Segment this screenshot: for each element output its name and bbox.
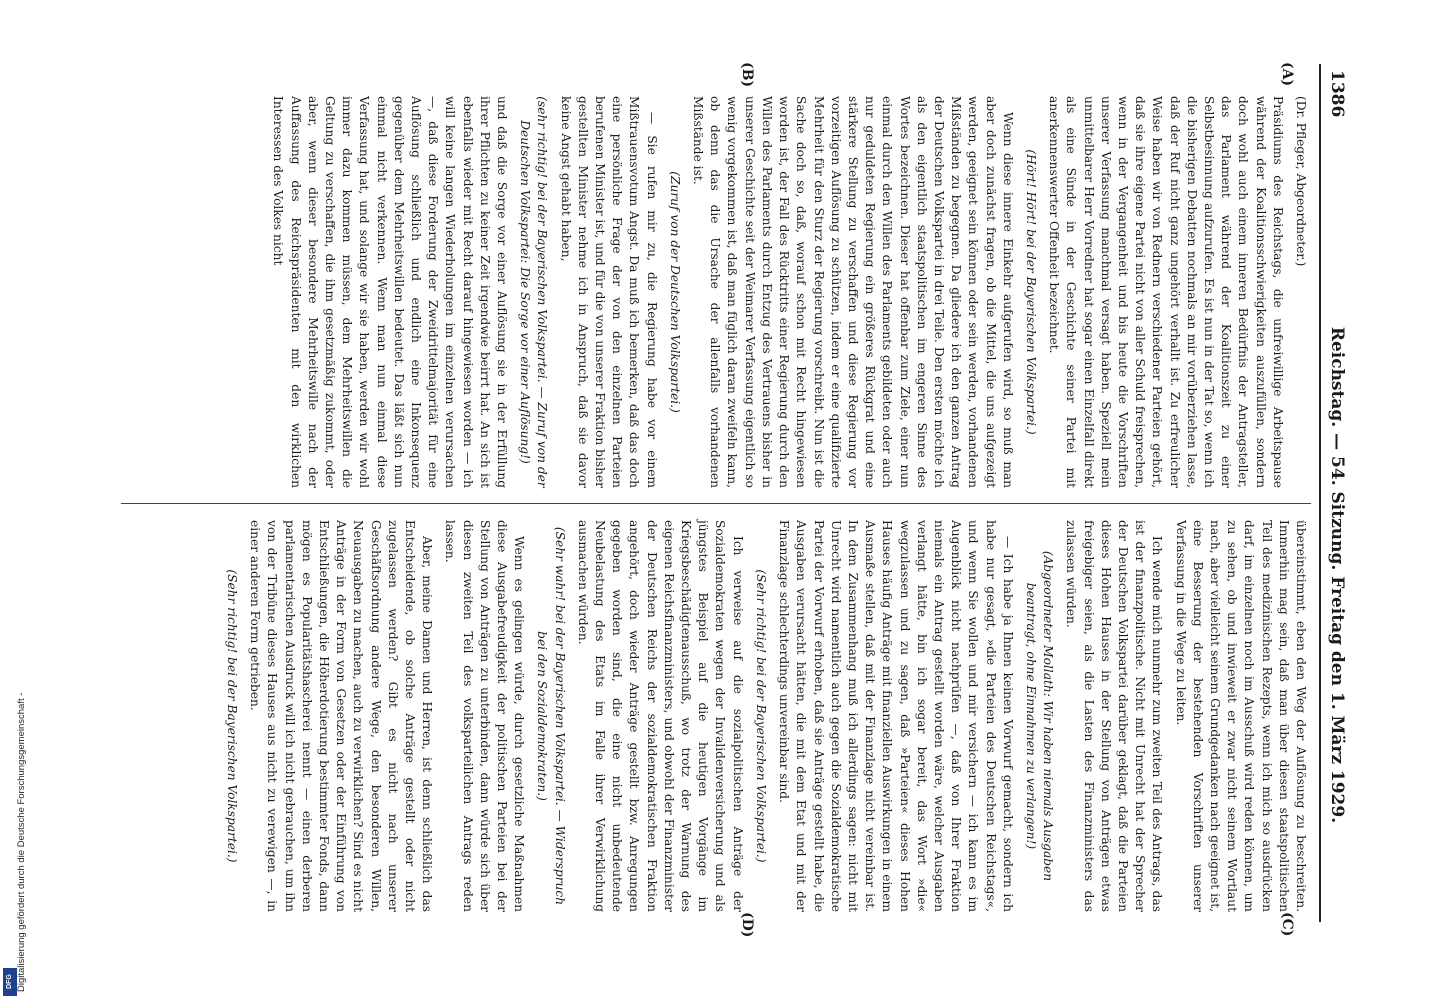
- interjection: (Zuruf von der Deutschen Volkspartei.): [667, 171, 682, 413]
- interjection: (Sehr richtig! bei der Bayerischen Volkspartei.): [225, 569, 240, 863]
- interjection: (Sehr richtig! bei der Bayerischen Volkspartei.): [753, 569, 768, 863]
- speaker-line: (Dr. Pfleger, Abgeordneter.): [1294, 96, 1308, 267]
- digitization-credit-strip: [0, 0, 27, 1000]
- paragraph: Ich wende mich nunmehr zum zweiten Teil des Antrags, das ist der finanzpolitische. Nicht mit Unrecht hat der Sprecher der Deutschen Volkspartei darüber geklagt, daß die Parteien dieses Hohen Hauses in der Stellung von Anträgen etwas freigebiger seien, als die Lasten des Finanzministers das zulassen würden.: [1064, 520, 1165, 912]
- dfg-logo: DFG: [3, 968, 17, 996]
- document-page: [110, 0, 1355, 1000]
- interjection: (Hört! Hört! bei der Bayerischen Volkspartei.): [1023, 149, 1038, 435]
- digitization-credit: Digitalisierung gefördert durch die Deutsche Forschungsgemeinschaft -: [16, 692, 27, 992]
- margin-letter-b: (B): [739, 62, 755, 88]
- page-header: [1321, 70, 1347, 910]
- paragraph: übereinstimmt, eben den Weg der Auflösung zu beschreiten. Immerhin mag sein, daß man über diesen staatspolitischen Teil des medizinischen Rezepts, wenn ich mich so ausdrücken darf, im einzelnen noch im Ausschuß wird reden können, um zu sehen, ob und inwieweit er zwar nicht seinem Wortlaut nach, aber vielleicht seinem Grundgedanken nach geeignet ist, eine Besserung der bestehenden Vorschriften unserer Verfassung in die Wege zu leiten.: [1173, 520, 1308, 912]
- paragraph: Wenn diese innere Einkehr aufgerufen wird, so muß man aber doch zunächst fragen, ob die Mittel, die uns aufgezeigt werden, geeignet sein können oder sein werden, vorhandenen Mißständen zu begegnen. Da gliedere ich den ganzen Antrag der Deutschen Volkspartei in drei Teile. Den ersten möchte ich als den eigentlich staatspolitischen im engeren Sinne des Wortes bezeichnen. Dieser hat offenbar zum Ziele, einer nun einmal durch den Willen des Parlaments gebildeten oder auch nur geduldeten Regierung ein größeres Rückgrat und eine stärkere Stellung zu verschaffen und diese Regierung vor vorzeitigen Auflösung zu schützen, indem er eine qualifizierte Mehrheit für den Sturz der Regierung vorschreibt. Nun ist die Sache doch so, daß, worauf schon mit Recht hingewiesen worden ist, der Fall des Rücktritts einer Regierung durch den Willen des Parlaments durch Entzug des Vertrauens bisher in unserer Geschichte seit der Weimarer Verfassung eigentlich so wenig vorgekommen ist, daß man füglich daran zweifeln kann, ob denn das die Ursache der allenfalls vorhandenen Mißstände ist.: [691, 96, 1015, 488]
- interjection: (Abgeordneter Mollath: Wir haben niemals Ausgaben beantragt, ohne Einnahmen zu verlangen!): [1023, 550, 1056, 882]
- paragraph: Ich verweise auf die sozialpolitischen Anträge der Sozialdemokraten wegen der Invalidenversicherung und als jüngstes Beispiel auf die heutigen Vorgänge im Kriegsbeschädigtenausschuß, wo trotz der Warnung des eigenen Reichsfinanzministers, und obwohl der Finanzminister der Deutschen Reichs der sozialdemokratischen Fraktion angehört, doch wieder Anträge gestellt bzw. Anregungen gegeben worden sind, die eine nicht unbedeutende Neubelastung des Etats im Falle ihrer Verwirklichung ausmachen würden.: [575, 520, 745, 912]
- paragraph: Aber, meine Damen und Herren, ist denn schließlich das Entscheidende, ob solche Anträge gestellt oder nicht zugelassen werden? Gibt es nicht nach unserer Geschäftsordnung andere Wege, den besonderen Willen, Neuausgaben zu machen, auch zu verwirklichen? Sind es nicht Anträge in der Form von Gesetzen oder der Einführung von Entschließungen, die Höherdotierung bestimmter Fonds, dann mögen es Popularitätshascherei nennt — einen derberen parlamentarischen Ausdruck will ich nicht gebrauchen, um ihn von der Tribüne dieses Hauses aus nicht zu verewigen —, in einer anderen Form getrieben.: [248, 520, 435, 912]
- column-divider: [121, 503, 1311, 504]
- paragraph: Wenn es gelingen würde, durch gesetzliche Maßnahmen diese Ausgabefreudigkeit der politischen Parteien bei der Stellung von Anträgen zu unterbinden, dann würde sich über diesen zweiten Teil des volksparteilichen Antrags reden lassen.: [443, 520, 527, 912]
- page-number: 1386: [1327, 70, 1347, 118]
- paragraph: — Sie rufen mir zu, die Regierung habe vor einem Mißtrauensvotum Angst. Da muß ich bemerken, daß das doch eine persönliche Frage der von den einzelnen Parteien berufenen Minister ist, und für die von unserer Fraktion bisher gestellten Minister nehme ich in Anspruch, daß sie davor keine Angst gehabt haben,: [558, 96, 659, 488]
- paragraph: — Ich habe ja Ihnen keinen Vorwurf gemacht, sondern ich habe nur gesagt, »die Parteien des Deutschen Reichstags«, und wenn Sie wollen und mir versichern — ich kann es im Augenblick nicht nachprüfen —, daß von Ihrer Fraktion niemals ein Antrag gestellt worden wäre, welcher Ausgaben verlangt hätte, bin ich sogar bereit, das Wort »die« wegzulassen und zu sagen, daß »Parteien« dieses Hohen Hauses häufig Anträge mit finanziellen Auswirkungen in einem Ausmaße stellen, daß mit der Finanzlage nicht vereinbar ist. In dem Zusammenhang muß ich allerdings sagen: nicht mit Unrecht wird namentlich auch gegen die Sozialdemokratische Partei der Vorwurf erhoben, daß sie Anträge gestellt habe, die Ausgaben verursacht hätten, die mit dem Etat und mit der Finanzlage schlechterdings unvereinbar sind.: [777, 520, 1015, 912]
- margin-letter-a: (A): [1279, 62, 1295, 87]
- paragraph: Präsidiums des Reichstags, die unfreiwillige Arbeitspause während der Koalitionsschwierigkeiten auszufüllen, sondern doch wohl auch einem inneren Bedürfnis der Antragsteller, das Parlament während der Koalitionszeit zu einer Selbstbesinnung aufzurufen. Es ist nun in der Tat so, wenn ich die bisherigen Debatten nochmals an mir vorüberziehen lasse, daß der Ruf nicht ganz ungehört verhallt ist. Zu erfreulicher Weise haben wir von Rednern verschiedener Parteien gehört, daß sie ihre eigene Partei nicht von aller Schuld freisprechen, wenn in der Vergangenheit und bis heute die Vorschriften unserer Verfassung manchmal versagt haben. Speziell mein unmittelbarer Herr Vorredner hat sogar einen Einzelfall direkt als eine Sünde in der Geschichte seiner Partei mit anerkennenswerter Offenheit bezeichnet.: [1047, 96, 1285, 488]
- interjection: (Sehr wahr! bei der Bayerischen Volkspartei. — Widerspruch bei den Sozialdemokraten.): [535, 526, 567, 906]
- margin-letter-c: (C): [1279, 912, 1295, 937]
- right-column: [119, 520, 1309, 912]
- running-head: Reichstag. — 54. Sitzung. Freitag den 1. März 1929.: [1327, 326, 1347, 824]
- header-rule: [1319, 64, 1321, 922]
- interjection: (sehr richtig! bei der Bayerischen Volkspartei. — Zuruf von der Deutschen Volkspartei: Die Sorge vor einer Auflösung!): [518, 96, 550, 488]
- margin-letter-d: (D): [739, 912, 755, 938]
- left-column: [119, 96, 1309, 488]
- paragraph: und daß die Sorge vor einer Auflösung sie in der Erfüllung ihrer Pflichten zu keiner Zeit irgendwie beirrt hat. An sich ist ebenfalls wieder mit Recht darauf hingewiesen worden — ich will keine langen Wiederholungen im einzelnen verursachen —, daß diese Forderung der Zweidrittelmajorität für eine Auflösung schließlich und endlich eine Inkonsequenz gegenüber dem Mehrheitswillen bedeutet. Das läßt sich nun einmal nicht verkennen. Wenn man nun einmal diese Verfassung hat, und solange wir sie haben, werden wir wohl immer dazu kommen müssen, dem Mehrheitswillen die Geltung zu verschaffen, die ihm gesetzmäßig zukommt, oder aber, wenn dieser besondere Mehrheitswille nach der Auffassung des Reichspräsidenten mit den wirklichen Interessen des Volkes nicht: [271, 96, 510, 488]
